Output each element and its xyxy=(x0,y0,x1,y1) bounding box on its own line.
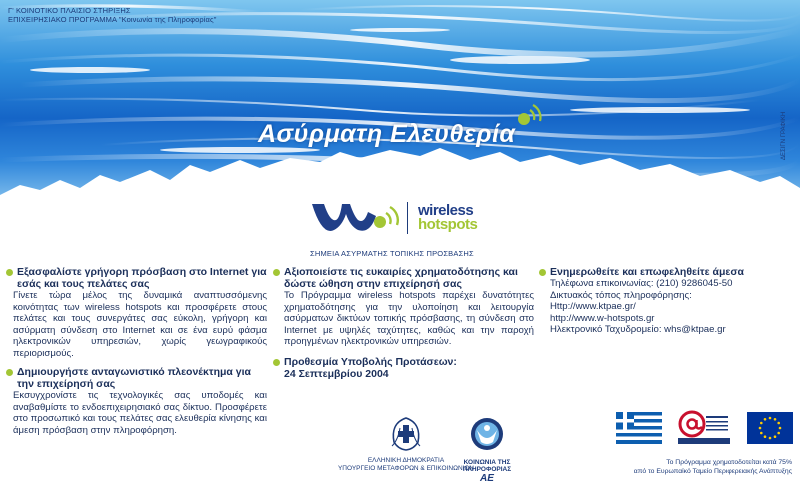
funding-line-1: Το Πρόγραμμα χρηματοδοτείται κατά 75% xyxy=(666,459,792,466)
kp-line-1: ΚΟΙΝΩΝΙΑ ΤΗΣ xyxy=(463,459,511,466)
w-mark-icon xyxy=(310,196,402,240)
heading-funding-opportunities: Αξιοποιείστε τις ευκαιρίες χρηματοδότησης και δώστε ώθηση στην επιχείρησή σας xyxy=(272,266,534,290)
logo-word-hotspots: hotspots xyxy=(418,216,478,234)
hero-banner xyxy=(0,0,800,215)
logo-divider xyxy=(407,202,408,234)
column-benefits xyxy=(5,266,267,436)
program-line-2: ΕΠΙΧΕΙΡΗΣΙΑΚΟ ΠΡΟΓΡΑΜΜΑ "Κοινωνία της Πληροφορίας" xyxy=(8,15,217,25)
ministry-line-1: ΕΛΛΗΝΙΚΗ ΔΗΜΟΚΡΑΤΙΑ xyxy=(367,457,445,464)
contact-site-whotspots[interactable]: http://www.w-hotspots.gr xyxy=(550,312,655,324)
heading-fast-access: Εξασφαλίστε γρήγορη πρόσβαση στο Internet για εσάς και τους πελάτες σας xyxy=(5,266,267,290)
wifi-signal-icon xyxy=(515,100,545,128)
logo-word-wireless: wireless xyxy=(418,202,474,219)
heading-contact: Ενημερωθείτε και επωφεληθείτε άμεσα xyxy=(538,266,796,278)
light-streaks-background xyxy=(0,0,800,215)
funding-note xyxy=(596,459,792,477)
headline-title: Ασύρματη Ελευθερία xyxy=(258,120,516,148)
greek-flag-icon xyxy=(616,412,662,444)
at-symbol-icon xyxy=(678,410,730,446)
program-line-1: Γ' ΚΟΙΝΟΤΙΚΟ ΠΛΑΙΣΙΟ ΣΤΗΡΙΞΗΣ xyxy=(8,6,131,15)
eu-flag-icon xyxy=(747,412,793,444)
kp-suffix: ΑΕ xyxy=(480,473,494,485)
information-society-icon xyxy=(469,416,505,454)
deadline-date: 24 Σεπτεμβρίου 2004 xyxy=(284,367,389,380)
contact-sites-label: Δικτυακός τόπος πληροφόρησης: xyxy=(550,289,692,301)
contact-email[interactable]: Ηλεκτρονικό Ταχυδρομείο: whs@ktpae.gr xyxy=(550,324,726,336)
information-society-logo xyxy=(457,416,517,484)
logo-tagline: ΣΗΜΕΙΑ ΑΣΥΡΜΑΤΗΣ ΤΟΠΙΚΗΣ ΠΡΟΣΒΑΣΗΣ xyxy=(310,249,474,258)
greek-emblem-icon xyxy=(388,416,424,452)
text-competitive-advantage: Εκσυγχρονίστε τις τεχνολογικές σας υποδομές και αναβαθμίστε το ενδοεπιχειρησιακό σας δίκτυο. Προσφέρετε στο προσωπικό και τους πελάτες σας ελευθερία κίνησης και άμεση πρόσβαση στην πληροφόρηση. xyxy=(13,390,267,436)
column-funding xyxy=(272,266,534,380)
ministry-line-2: ΥΠΟΥΡΓΕΙΟ ΜΕΤΑΦΟΡΩΝ & ΕΠΙΚΟΙΝΩΝΙΩΝ xyxy=(337,464,475,472)
column-contact xyxy=(538,266,796,336)
kp-line-2: ΠΛΗΡΟΦΟΡΙΑΣ xyxy=(462,466,512,474)
program-header xyxy=(8,6,216,25)
heading-competitive-advantage: Δημιουργήστε ανταγωνιστικό πλεονέκτημα για την επιχείρησή σας xyxy=(5,366,267,390)
heading-deadline: Προθεσμία Υποβολής Προτάσεων: xyxy=(272,356,534,368)
text-funding-opportunities: Το Πρόγραμμα wireless hotspots παρέχει δυνατότητες χρηματοδότησης για την υλοποίηση και λειτουργία ασύρματων δικτύων τοπικής πρόσβασης, τη σύνδεση στο Internet με υψηλές ταχύτητες, καθώς και την παροχή προηγμένων ηλεκτρονικών υπηρεσιών. xyxy=(284,290,534,348)
wireless-hotspots-logo xyxy=(300,190,500,260)
side-credit: ΔΕΣΙΓΝ ΓΡΑΦΙΚΗ xyxy=(781,111,787,160)
text-fast-access: Γίνετε τώρα μέλος της δυναμικά αναπτυσσόμενης κοινότητας των wireless hotspots και προσφέρετε στους πελάτες και τους συνεργάτες σας εύκολη, γρήγορη και ασύρματη σύνδεση στο Internet και σε ένα ευρύ φάσμα ηλεκτρονικών υπηρεσιών, χωρίς γεωγραφικούς περιορισμούς. xyxy=(13,290,267,359)
funding-line-2: από το Ευρωπαϊκό Ταμείο Περιφερειακής Ανάπτυξης xyxy=(633,467,792,475)
contact-phones: Τηλέφωνα επικοινωνίας: (210) 9286045-50 xyxy=(550,278,733,290)
contact-site-ktpae[interactable]: Http://www.ktpae.gr/ xyxy=(550,301,636,313)
logo-wordmark xyxy=(418,204,477,233)
information-society-text xyxy=(457,459,517,484)
